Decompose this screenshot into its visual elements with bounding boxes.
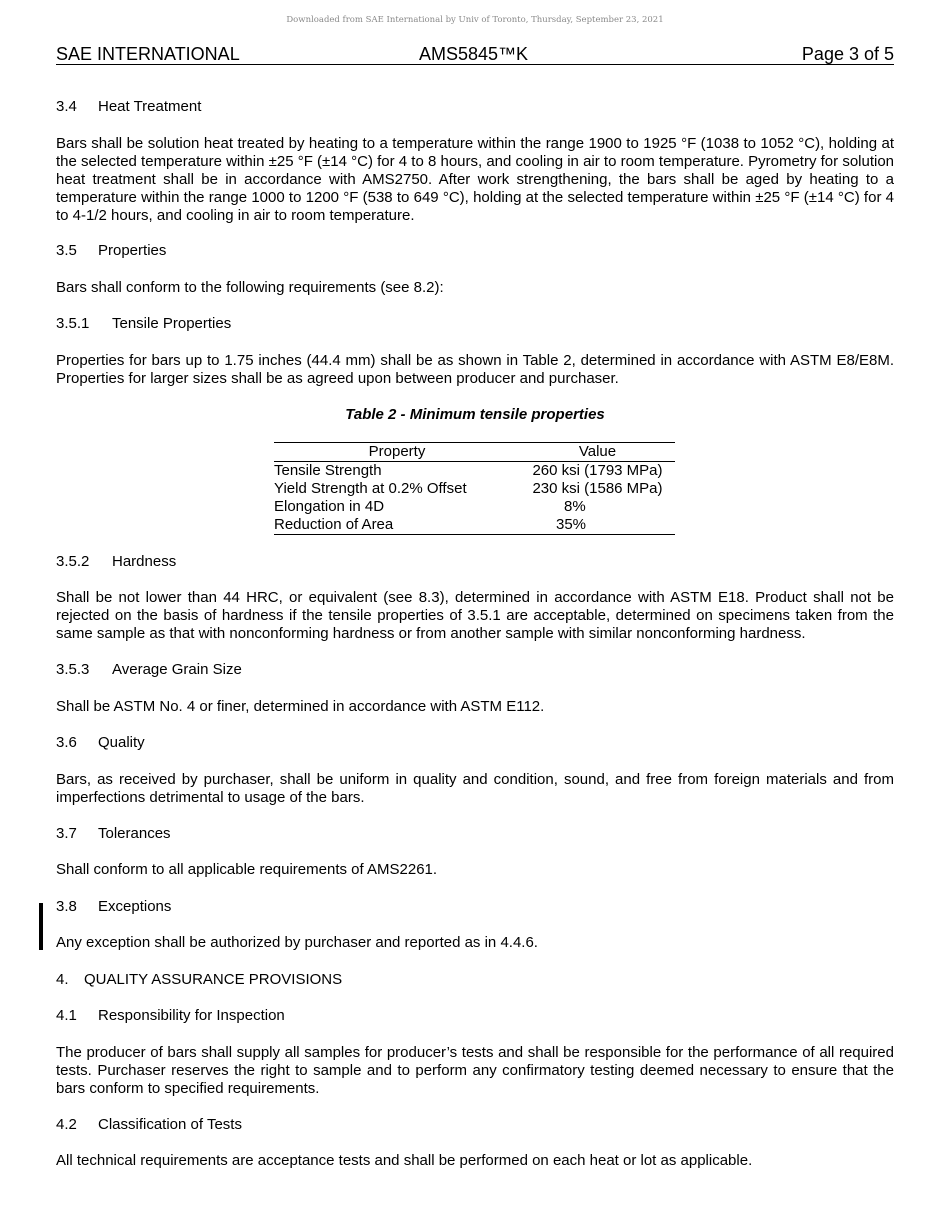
section-body-4-1: The producer of bars shall supply all samples for producer’s tests and shall be responsible for the performance of all required tests. Purchaser reserves the right to sample and to perform any confirmatory testing deemed necessary to ensure that the bars conform to specified requirements. (56, 1044, 894, 1097)
table-cell-property: Yield Strength at 0.2% Offset (274, 480, 467, 497)
section-heading-3-5-1 (56, 315, 231, 333)
section-body-3-4: Bars shall be solution heat treated by heating to a temperature within the range 1900 to 1925 °F (1038 to 1052 °C), holding at the selected temperature within ±25 °F (±14 °C) for 4 to 8 hours, and cooling in air to room temperature. Pyrometry for solution heat treatment shall be in accordance with AMS2750. After work strengthening, the bars shall be aged by heating to a temperature within the range 1000 to 1200 °F (538 to 649 °C), holding at the selected temperature within ±25 °F (±14 °C) for 4 to 4-1/2 hours, and cooling in air to room temperature. (56, 135, 895, 224)
section-body-3-6: Bars, as received by purchaser, shall be uniform in quality and condition, sound, and free from foreign materials and from imperfections detrimental to usage of the bars. (56, 771, 894, 806)
section-body-3-5: Bars shall conform to the following requirements (see 8.2): (56, 279, 444, 296)
section-heading-3-5 (56, 242, 166, 260)
table-header-value: Value (520, 443, 675, 462)
table-cell-property: Tensile Strength (274, 462, 382, 479)
section-heading-4 (56, 971, 342, 989)
section-number: 3.5.3 (56, 661, 90, 678)
section-title: QUALITY ASSURANCE PROVISIONS (84, 971, 343, 988)
section-body-3-5-2: Shall be not lower than 44 HRC, or equivalent (see 8.3), determined in accordance with ASTM E18. Product shall not be rejected on the basis of hardness if the tensile properties of 3.5.1 are acceptable, determined on specimens taken from the same sample as that with nonconforming hardness or from another sample with similar nonconforming hardness. (56, 589, 894, 642)
section-heading-3-5-2 (56, 553, 176, 571)
table-cell-value: 230 ksi (1586 MPa) (532, 480, 663, 497)
section-body-4-2: All technical requirements are acceptance tests and shall be performed on each heat or lot as applicable. (56, 1152, 753, 1169)
section-body-3-7: Shall conform to all applicable requirements of AMS2261. (56, 861, 438, 878)
section-number: 3.7 (56, 825, 77, 842)
table-row (274, 462, 675, 481)
section-heading-3-4 (56, 98, 201, 116)
section-number: 3.5.2 (56, 553, 90, 570)
section-number: 3.6 (56, 734, 77, 751)
section-title: Exceptions (98, 898, 172, 915)
section-title: Tensile Properties (112, 315, 232, 332)
section-title: Classification of Tests (98, 1116, 242, 1133)
section-title: Properties (98, 242, 167, 259)
download-watermark: Downloaded from SAE International by Univ of Toronto, Thursday, September 23, 2021 (286, 15, 664, 25)
section-title: Heat Treatment (98, 98, 202, 115)
section-title: Responsibility for Inspection (98, 1007, 285, 1024)
section-number: 3.8 (56, 898, 77, 915)
table-header-row (274, 443, 675, 462)
section-heading-4-1 (56, 1007, 285, 1025)
section-number: 4.1 (56, 1007, 77, 1024)
section-body-3-5-3: Shall be ASTM No. 4 or finer, determined in accordance with ASTM E112. (56, 698, 545, 715)
header-page-number: Page 3 of 5 (801, 44, 894, 64)
table-2-caption: Table 2 - Minimum tensile properties (345, 406, 605, 423)
section-number: 4.2 (56, 1116, 77, 1133)
section-number: 3.5 (56, 242, 77, 259)
section-title: Tolerances (98, 825, 171, 842)
table-row (274, 516, 675, 535)
section-heading-3-5-3 (56, 661, 242, 679)
section-heading-3-7 (56, 825, 171, 843)
header-organization: SAE INTERNATIONAL (56, 44, 240, 64)
section-number: 3.4 (56, 98, 77, 115)
section-title: Hardness (112, 553, 177, 570)
revision-change-bar (39, 903, 43, 950)
table-row (274, 480, 675, 498)
section-title: Quality (98, 734, 145, 751)
table-cell-value: 35% (520, 516, 675, 535)
table-row (274, 498, 675, 516)
table-cell-value: 260 ksi (1793 MPa) (532, 462, 663, 479)
tensile-properties-table (274, 442, 675, 535)
table-cell-property: Reduction of Area (274, 516, 520, 535)
header-document-number: AMS5845™K (419, 44, 529, 64)
section-number: 4. (56, 971, 69, 988)
table-header-property: Property (274, 443, 520, 462)
section-heading-3-6 (56, 734, 145, 752)
section-heading-4-2 (56, 1116, 242, 1134)
section-body-3-5-1: Properties for bars up to 1.75 inches (44.4 mm) shall be as shown in Table 2, determined in accordance with ASTM E8/E8M. Properties for larger sizes shall be as agreed upon between producer and purchaser. (56, 352, 894, 387)
section-body-3-8: Any exception shall be authorized by purchaser and reported as in 4.4.6. (56, 934, 538, 951)
section-title: Average Grain Size (112, 661, 242, 678)
section-heading-3-8 (56, 898, 171, 916)
section-number: 3.5.1 (56, 315, 90, 332)
table-cell-property: Elongation in 4D (274, 498, 385, 515)
page-header (56, 44, 894, 65)
table-cell-value: 8% (564, 498, 586, 515)
